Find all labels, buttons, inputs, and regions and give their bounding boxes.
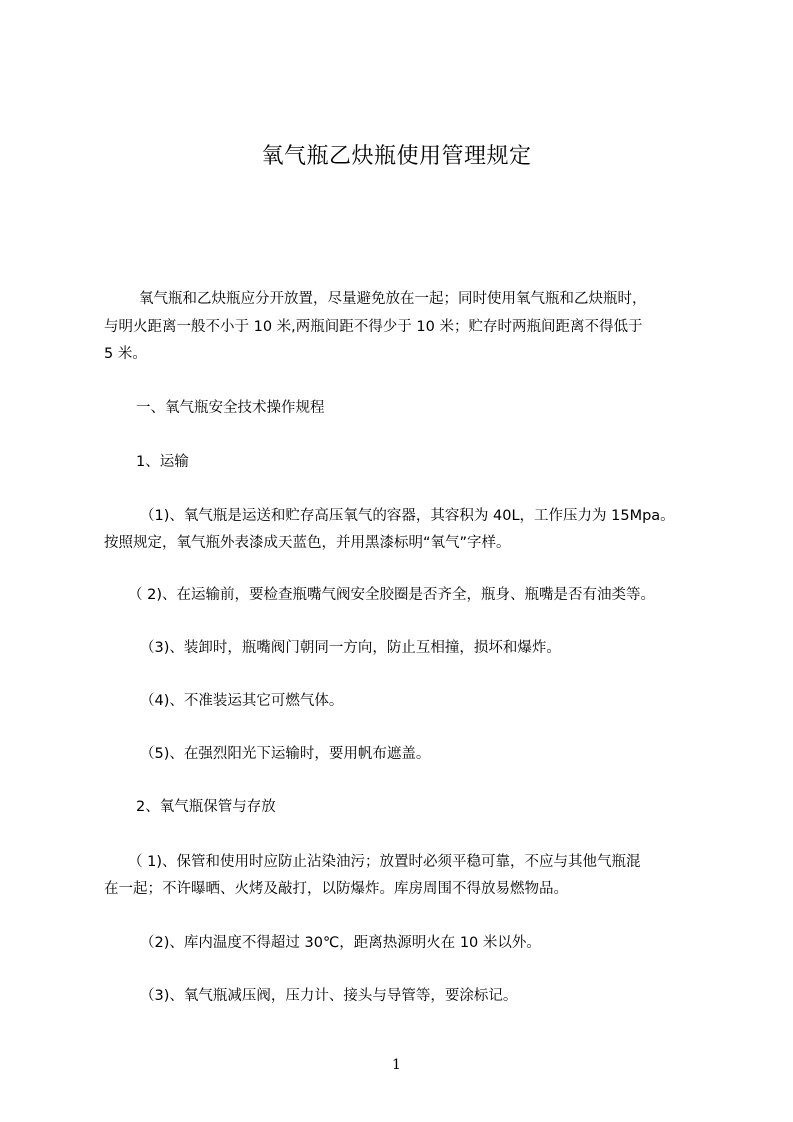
intro-line-3: 5 米。: [104, 346, 147, 362]
subsection-heading-transport: 1、运输: [136, 454, 189, 470]
intro-line-1: 氧气瓶和乙炔瓶应分开放置，尽量避免放在一起；同时使用氧气瓶和乙炔瓶时，: [139, 291, 647, 307]
intro-line-2: 与明火距离一般不小于 10 米,两瓶间距不得少于 10 米；贮存时两瓶间距离不得低于: [104, 319, 643, 335]
transport-item-2: （ 2)、在运输前，要检查瓶嘴气阀安全胶圈是否齐全，瓶身、瓶嘴是否有油类等。: [128, 587, 655, 603]
section-heading-1: 一、氧气瓶安全技术操作规程: [136, 400, 325, 416]
storage-item-2: （2)、库内温度不得超过 30℃，距离热源明火在 10 米以外。: [140, 935, 541, 951]
document-title: 氧气瓶乙炔瓶使用管理规定: [261, 144, 532, 169]
transport-item-3: （3)、装卸时，瓶嘴阀门朝同一方向，防止互相撞，损坏和爆炸。: [140, 640, 561, 656]
storage-item-3: （3)、氧气瓶减压阀，压力计、接头与导管等，要涂标记。: [140, 988, 518, 1004]
subsection-heading-storage: 2、氧气瓶保管与存放: [136, 799, 276, 815]
page-number: 1: [392, 1057, 401, 1073]
transport-item-1-line-1: （1)、氧气瓶是运送和贮存高压氧气的容器，其容积为 40L，工作压力为 15Mpa。: [140, 508, 675, 524]
storage-item-1-line-1: （ 1)、保管和使用时应防止沾染油污；放置时必须平稳可靠，不应与其他气瓶混: [128, 854, 641, 870]
transport-item-5: （5)、在强烈阳光下运输时，要用帆布遮盖。: [140, 746, 431, 762]
transport-item-4: （4)、不准装运其它可燃气体。: [140, 693, 344, 709]
transport-item-1-line-2: 按照规定，氧气瓶外表漆成天蓝色，并用黑漆标明“氧气”字样。: [104, 535, 511, 551]
storage-item-1-line-2: 在一起；不许曝晒、火烤及敲打，以防爆炸。库房周围不得放易燃物品。: [104, 881, 568, 897]
